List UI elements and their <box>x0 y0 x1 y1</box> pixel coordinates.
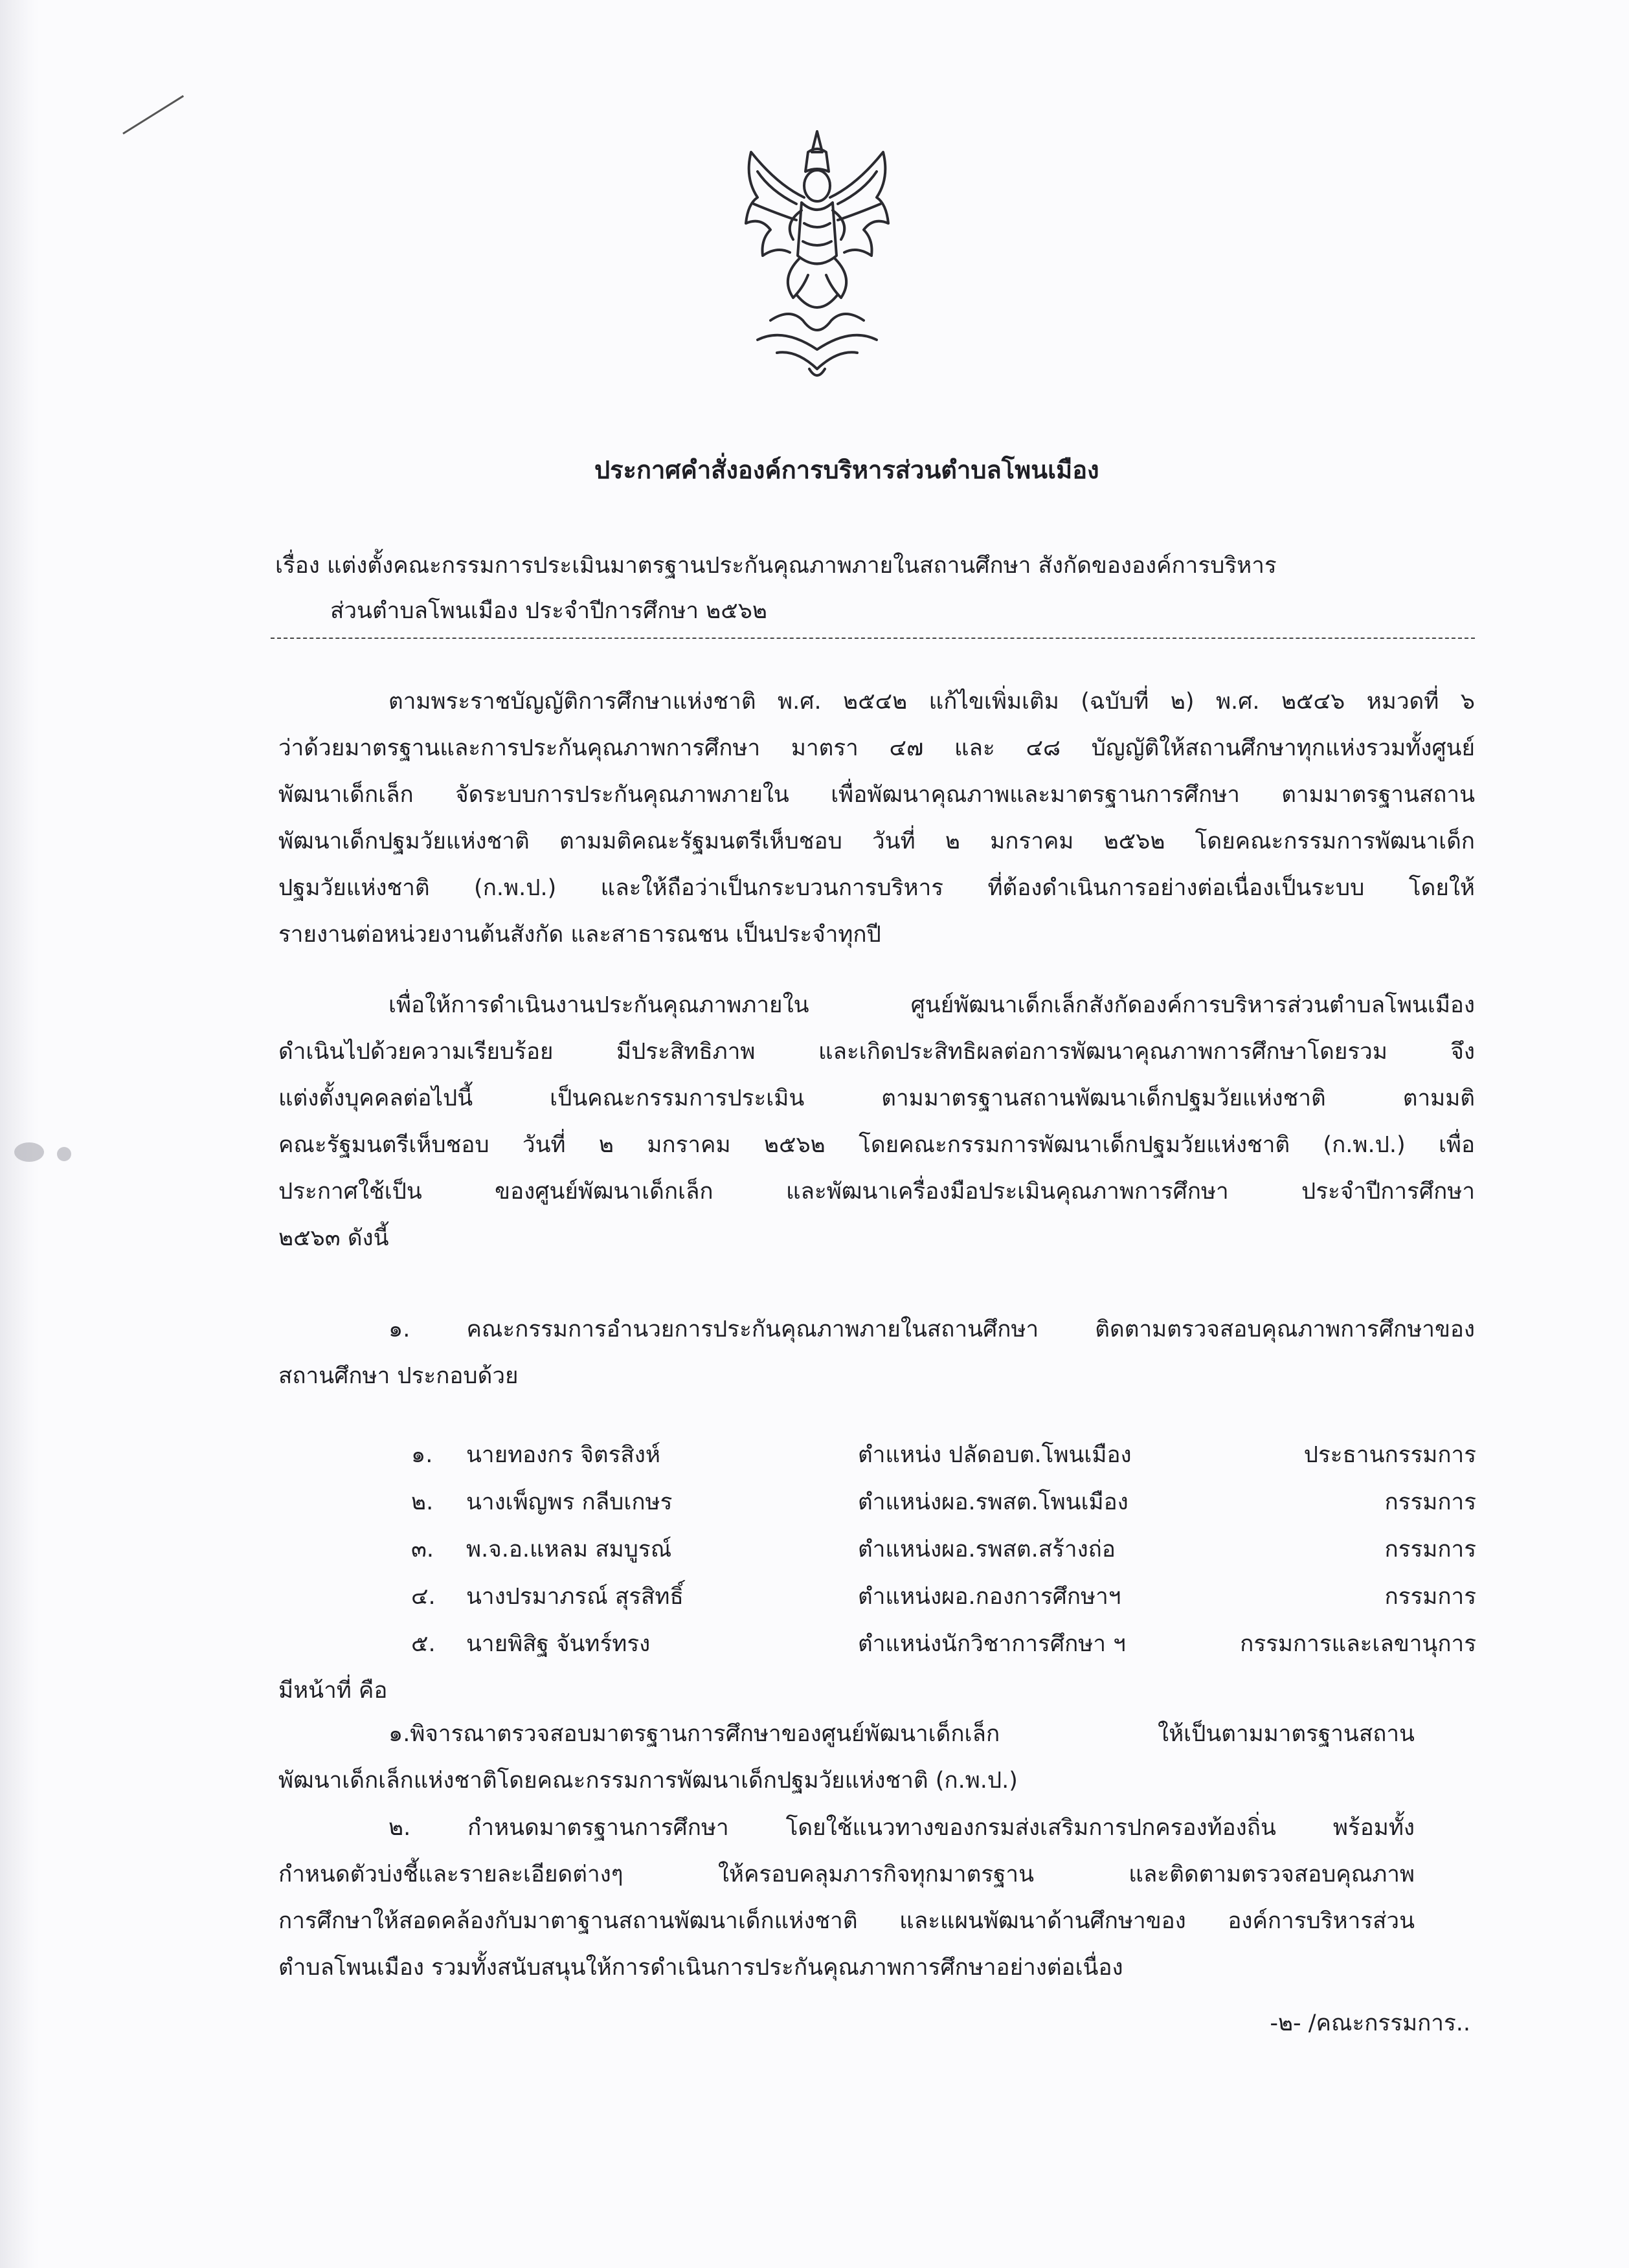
paragraph-line: สถานศึกษา ประกอบด้วย <box>278 1363 519 1389</box>
paragraph-line: พัฒนาเด็กปฐมวัยแห่งชาติ ตามมติคณะรัฐมนตรีเห็บชอบ วันที่ ๒ มกราคม ๒๕๖๒ โดยคณะกรรมการพัฒนาเด็ก <box>278 828 1475 854</box>
member-row <box>278 1430 1476 1478</box>
member-row <box>278 1619 1476 1667</box>
scan-scratch-mark <box>122 95 184 135</box>
paragraph-line: พัฒนาเด็กเล็กแห่งชาติโดยคณะกรรมการพัฒนาเด็กปฐมวัยแห่งชาติ (ก.พ.ป.) <box>278 1768 1018 1794</box>
member-name: นายพิสิฐ จันทร์ทรง <box>466 1631 651 1657</box>
duty-item-1 <box>278 1711 1415 1804</box>
member-position: ตำแหน่งนักวิชาการศึกษา ฯ <box>858 1631 1126 1657</box>
next-page-reference: -๒- /คณะกรรมการ.. <box>1270 2010 1470 2036</box>
paragraph-line: เพื่อให้การดำเนินงานประกันคุณภาพภายใน ศูนย์พัฒนาเด็กเล็กสังกัดองค์การบริหารส่วนตำบลโพนเมือง <box>388 992 1475 1018</box>
paragraph-line: ๒๕๖๓ ดังนี้ <box>278 1225 389 1251</box>
member-position: ตำแหน่งผอ.รพสต.โพนเมือง <box>858 1489 1129 1515</box>
subject-line-1: เรื่อง แต่งตั้งคณะกรรมการประเมินมาตรฐานประกันคุณภาพภายในสถานศึกษา สังกัดขององค์การบริหาร <box>275 553 1277 579</box>
member-number: ๕. <box>411 1631 436 1657</box>
member-role: กรรมการ <box>1384 1537 1476 1562</box>
paragraph-line: ๑.พิจารณาตรวจสอบมาตรฐานการศึกษาของศูนย์พัฒนาเด็กเล็ก ให้เป็นตามมาตรฐานสถาน <box>388 1721 1415 1747</box>
member-name: นางปรมาภรณ์ สุรสิทธิ์ <box>466 1584 684 1610</box>
member-row <box>278 1525 1476 1572</box>
paragraph-line: ๑. คณะกรรมการอำนวยการประกันคุณภาพภายในสถานศึกษา ติดตามตรวจสอบคุณภาพการศึกษาของ <box>388 1317 1475 1342</box>
paragraph-line: ตำบลโพนเมือง รวมทั้งสนับสนุนให้การดำเนินการประกันคุณภาพการศึกษาอย่างต่อเนื่อง <box>278 1955 1123 1981</box>
paragraph-line: ดำเนินไปด้วยความเรียบร้อย มีประสิทธิภาพ และเกิดประสิทธิผลต่อการพัฒนาคุณภาพการศึกษาโดยรวม จึง <box>278 1039 1475 1065</box>
member-role: กรรมการ <box>1384 1584 1476 1610</box>
committee-intro <box>278 1306 1475 1399</box>
member-row <box>278 1572 1476 1619</box>
member-number: ๒. <box>411 1489 434 1515</box>
duty-item-2 <box>278 1805 1415 1991</box>
member-role: กรรมการ <box>1384 1489 1476 1515</box>
paragraph-line: คณะรัฐมนตรีเห็บชอบ วันที่ ๒ มกราคม ๒๕๖๒ โดยคณะกรรมการพัฒนาเด็กปฐมวัยแห่งชาติ (ก.พ.ป.) เพื่อ <box>278 1132 1475 1158</box>
scan-smudge <box>14 1142 44 1162</box>
committee-members-list <box>278 1430 1476 1667</box>
paragraph-line: ปฐมวัยแห่งชาติ (ก.พ.ป.) และให้ถือว่าเป็นกระบวนการบริหาร ที่ต้องดำเนินการอย่างต่อเนื่องเป็นระบบ โดยให้ <box>278 875 1475 901</box>
paragraph-line: กำหนดตัวบ่งชี้และรายละเอียดต่างๆ ให้ครอบคลุมภารกิจทุกมาตรฐาน และติดตามตรวจสอบคุณภาพ <box>278 1862 1415 1887</box>
paragraph-line: ๒. กำหนดมาตรฐานการศึกษา โดยใช้แนวทางของกรมส่งเสริมการปกครองท้องถิ่น พร้อมทั้ง <box>388 1815 1415 1841</box>
paragraph-line: แต่งตั้งบุคคลต่อไปนี้ เป็นคณะกรรมการประเมิน ตามมาตรฐานสถานพัฒนาเด็กปฐมวัยแห่งชาติ ตามมติ <box>278 1085 1475 1111</box>
paragraph-line: ตามพระราชบัญญัติการศึกษาแห่งชาติ พ.ศ. ๒๕๔๒ แก้ไขเพิ่มเติม (ฉบับที่ ๒) พ.ศ. ๒๕๔๖ หมวดที่ ๖ <box>388 689 1475 715</box>
paragraph-legal-basis <box>278 678 1475 958</box>
garuda-emblem-icon <box>732 126 903 385</box>
paragraph-line: ว่าด้วยมาตรฐานและการประกันคุณภาพการศึกษา มาตรา ๔๗ และ ๔๘ บัญญัติให้สถานศึกษาทุกแห่งรวมทั้งศูนย์ <box>278 735 1475 761</box>
duties-heading: มีหน้าที่ คือ <box>278 1678 388 1704</box>
member-role: ประธานกรรมการ <box>1303 1442 1476 1468</box>
member-position: ตำแหน่งผอ.กองการศึกษาฯ <box>858 1584 1121 1610</box>
paragraph-purpose <box>278 982 1475 1262</box>
scan-smudge <box>57 1147 71 1161</box>
paragraph-line: พัฒนาเด็กเล็ก จัดระบบการประกันคุณภาพภายใน เพื่อพัฒนาคุณภาพและมาตรฐานการศึกษา ตามมาตรฐานสถาน <box>278 782 1475 808</box>
member-number: ๑. <box>411 1442 433 1468</box>
member-name: นางเพ็ญพร กลีบเกษร <box>466 1489 673 1515</box>
paragraph-line: ประกาศใช้เป็น ของศูนย์พัฒนาเด็กเล็ก และพัฒนาเครื่องมือประเมินคุณภาพการศึกษา ประจำปีการศึกษา <box>278 1179 1475 1205</box>
scan-edge-shadow <box>0 0 39 2268</box>
member-position: ตำแหน่งผอ.รพสต.สร้างถ่อ <box>858 1537 1116 1562</box>
member-number: ๔. <box>411 1584 436 1610</box>
member-name: พ.จ.อ.แหลม สมบูรณ์ <box>466 1537 672 1562</box>
member-position: ตำแหน่ง ปลัดอบต.โพนเมือง <box>858 1442 1132 1468</box>
subject-line-2: ส่วนตำบลโพนเมือง ประจำปีการศึกษา ๒๕๖๒ <box>330 598 767 624</box>
announcement-title: ประกาศคำสั่งองค์การบริหารส่วนตำบลโพนเมือง <box>594 456 1099 484</box>
member-number: ๓. <box>411 1537 434 1562</box>
member-row <box>278 1478 1476 1525</box>
paragraph-line: การศึกษาให้สอดคล้องกับมาตาฐานสถานพัฒนาเด็กแห่งชาติ และแผนพัฒนาด้านศึกษาของ องค์การบริหารส่วน <box>278 1908 1415 1934</box>
dashed-divider <box>271 638 1475 639</box>
member-role: กรรมการและเลขานุการ <box>1240 1631 1476 1657</box>
member-name: นายทองกร จิตรสิงห์ <box>466 1442 660 1468</box>
paragraph-line: รายงานต่อหน่วยงานต้นสังกัด และสาธารณชน เป็นประจำทุกปี <box>278 922 881 948</box>
